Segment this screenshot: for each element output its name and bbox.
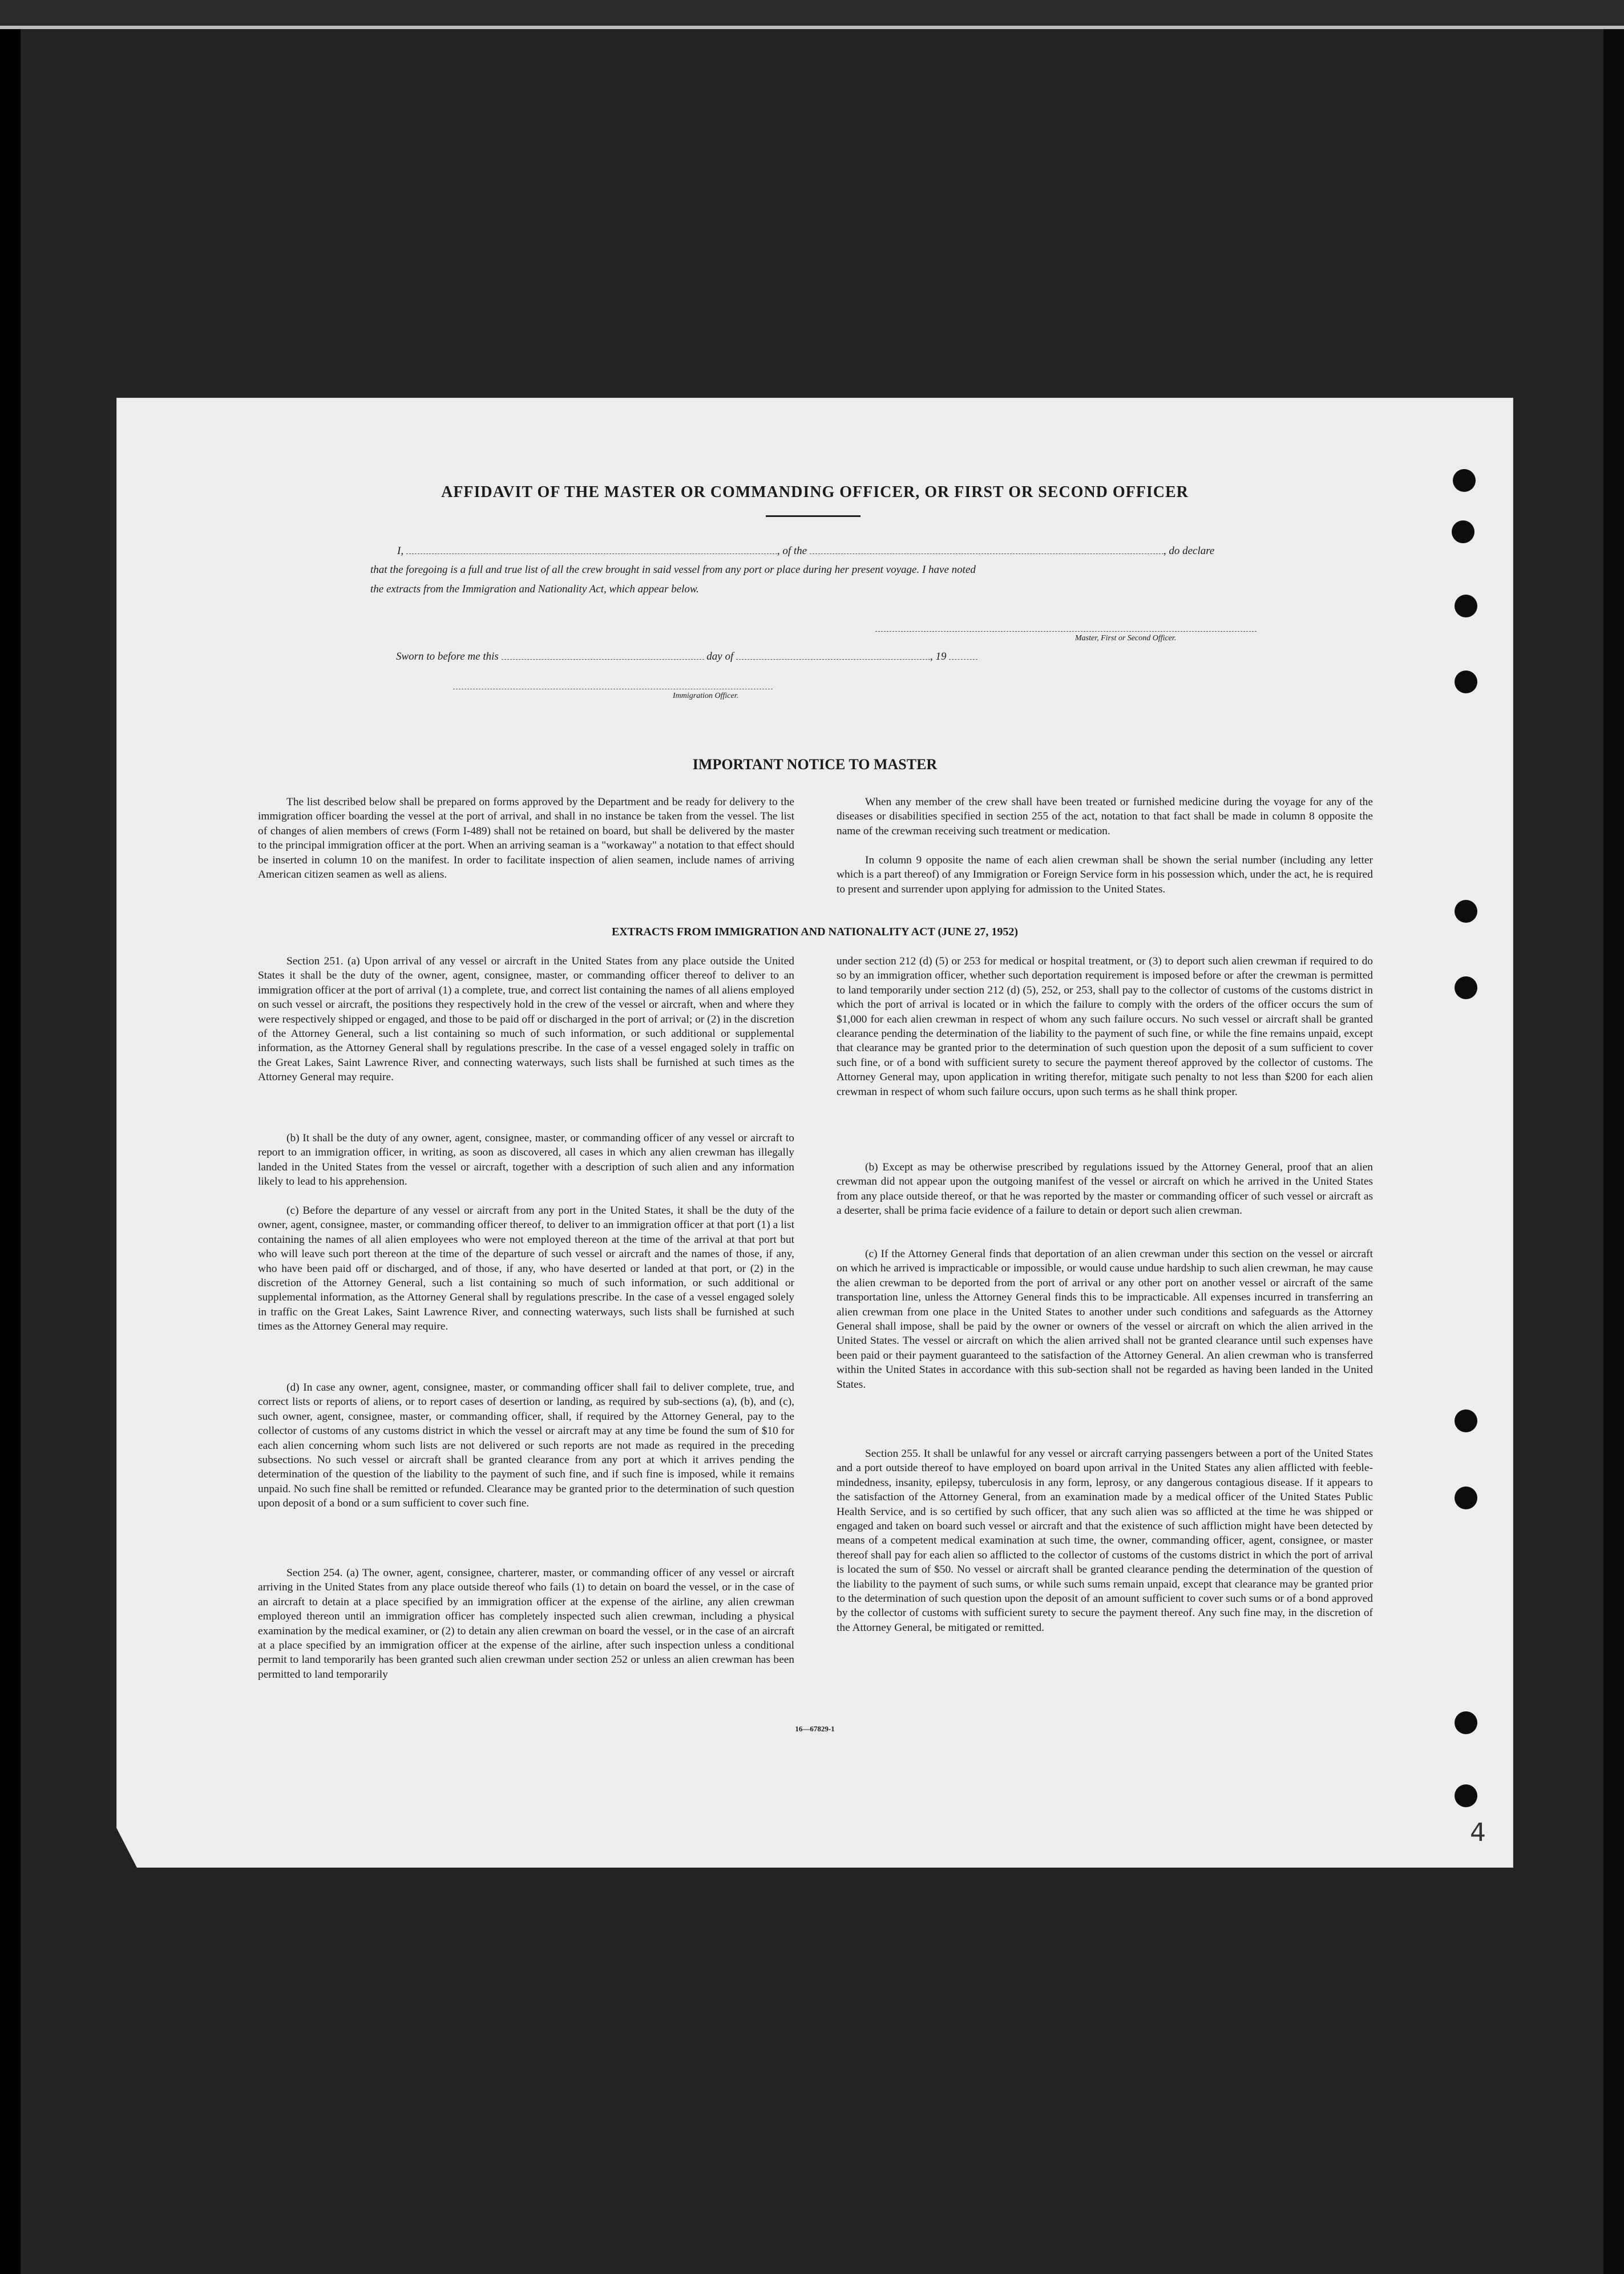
affidavit-line-1 [397,544,1214,558]
binder-hole-icon [1455,595,1477,617]
day-of-label: day of [706,651,734,663]
film-top-band [0,0,1624,26]
section-251-b: (b) It shall be the duty of any owner, agent, consignee, master, or commanding officer of any vessel or aircraft to report to an immigration officer, in writing, as soon as discovered, all cases in which any alien crewman has illegally landed in the United States from the vessel or aircraft, together with a description of such alien and any information likely to lead to his apprehension. [258,1132,794,1188]
year-prefix-label: , 19 [930,651,947,663]
binder-hole-icon [1455,976,1477,999]
binder-hole-icon [1455,900,1477,923]
affidavit-line-3: the extracts from the Immigration and Nationality Act, which appear below. [370,583,699,595]
affidavit-of-the-label: , of the [777,545,807,557]
master-signature-caption: Master, First or Second Officer. [1075,634,1177,643]
handwritten-mark: 4 [1470,1818,1486,1847]
vessel-name-field[interactable] [810,544,1164,554]
notice-right-paragraph-2: In column 9 opposite the name of each alien crewman shall be shown the serial number (including any letter which is a part thereof) of any Immigration or Foreign Service form in his possession which, under the act, he is required to present and surrender upon applying for admission to the United States. [837,854,1373,895]
binder-hole-icon [1452,520,1474,543]
sworn-month-field[interactable] [736,650,930,660]
section-254-b: (b) Except as may be otherwise prescribed by regulations issued by the Attorney General, proof that an alien crewman did not appear upon the outgoing manifest of the vessel or aircraft on which he arrived in the United States from any place outside thereof, or that he was reported by the master or commanding officer of such vessel or aircraft as a deserter, shall be prima facie evidence of a failure to detain or deport such alien crewman. [837,1161,1373,1217]
master-signature-line[interactable] [875,631,1257,632]
notice-left-paragraph: The list described below shall be prepared on forms approved by the Department and be ready for delivery to the immigration officer boarding the vessel at the port of arrival, and shall in no instance be taken from the vessel. The list of changes of alien members of crews (Form I-489) shall not be retained on board, but shall be delivered by the master to the principal immigration officer at the port. When an arriving seaman is a "workaway" a notation to that effect should be inserted in column 10 on the manifest. In order to facilitate inspection of alien seamen, include names of arriving American citizen seamen as well as aliens. [258,796,794,881]
torn-corner [116,1828,137,1868]
binder-hole-icon [1455,1409,1477,1432]
extracts-title: EXTRACTS FROM IMMIGRATION AND NATIONALITY ACT (JUNE 27, 1952) [611,926,1019,938]
section-251-a: Section 251. (a) Upon arrival of any vessel or aircraft in the United States from any place outside the United States it shall be the duty of the owner, agent, consignee, master, or commanding officer thereof to deliver to an immigration officer at the port of arrival (1) a complete, true, and correct list containing the names of all aliens employed on such vessel or aircraft, the positions they respectively hold in the crew of the vessel or aircraft, when and where they were respectively shipped or engaged, and those to be paid off or discharged in the port of arrival; or (2) in the discretion of the Attorney General, such a list containing so much of such information, or such additional or supplemental information, as the Attorney General shall by regulations prescribe. In the case of a vessel engaged solely in traffic on the Great Lakes, Saint Lawrence River, and connecting waterways, such lists shall be furnished at such times as the Attorney General may require. [258,955,794,1084]
binder-hole-icon [1455,671,1477,693]
notice-title: IMPORTANT NOTICE TO MASTER [692,756,938,773]
section-251-c: (c) Before the departure of any vessel or aircraft from any port in the United States, it shall be the duty of the owner, agent, consignee, master, or commanding officer thereof, to deliver to an immigration officer at that port (1) a list containing the names of all alien employees who were not employed thereon at the time of the arrival at that port but who will leave such port thereon at the time of the departure of such vessel or aircraft and the names of those, if any, who have been paid off or discharged, and of those, if any, who have deserted or landed at that port, or (2) in the discretion of the Attorney General, such a list containing so much of such information, or such additional or supplemental information, as the Attorney General shall by regulations prescribe. In the case of a vessel engaged solely in traffic on the Great Lakes, Saint Lawrence River, and connecting waterways, such lists shall be furnished at such times as the Attorney General may require. [258,1205,794,1333]
section-254-a-continued: under section 212 (d) (5) or 253 for medical or hospital treatment, or (3) to deport such alien crewman if required to do so by an immigration officer, whether such deportation requirement is imposed before or after the crewman is permitted to land temporarily under section 212 (d) (5), 252, or 253, shall pay to the collector of customs of the customs district in which the port of arrival is located or in which the failure to comply with the orders of the officer occurs the sum of $1,000 for each alien crewman in respect of whom any such failure occurs. No such vessel or aircraft shall be granted clearance pending the determination of the liability to the payment of such fine, or while the fine remains unpaid, except that clearance may be granted prior to the determination of such question upon the deposit of a sum sufficient to cover such fine, or of a bond with sufficient surety to secure the payment thereof approved by the collector of customs. The Attorney General may, upon application in writing therefor, mitigate such penalty to not less than $200 for each alien crewman in respect of whom such failure occurs, upon such terms as he shall think proper. [837,955,1373,1098]
film-right-stripe [1603,29,1624,2274]
binder-hole-icon [1455,1784,1477,1807]
document-page [116,398,1513,1868]
form-code: 16—67829-1 [795,1724,835,1733]
affidavit-line-2: that the foregoing is a full and true list of all the crew brought in said vessel from any port or place during her present voyage. I have noted [370,564,976,576]
film-left-stripe [0,29,21,2274]
section-251-d: (d) In case any owner, agent, consignee, master, or commanding officer shall fail to deliver complete, true, and correct lists or reports of aliens, or to report cases of desertion or landing, as required by sub-sections (a), (b), and (c), such owner, agent, consignee, master, or commanding officer, shall, if required by the Attorney General, pay to the collector of customs of any customs district in which the vessel or aircraft may at any time be found the sum of $10 for each alien concerning whom such lists are not delivered or such reports are not made as required in the preceding subsections. No such vessel or aircraft shall be granted clearance from any port at which it arrives pending the determination of the question of the liability to the payment of such fine, and if such fine is imposed, while it remains unpaid. No such fine shall be remitted or refunded. Clearance may be granted prior to the determination of such question upon deposit of a bond or a sum sufficient to cover such fine. [258,1382,794,1510]
affidavit-title: AFFIDAVIT OF THE MASTER OR COMMANDING OFFICER, OR FIRST OR SECOND OFFICER [441,483,1189,501]
sworn-label: Sworn to before me this [396,651,499,663]
sworn-day-field[interactable] [502,650,704,660]
sworn-line [396,650,977,663]
sworn-year-field[interactable] [949,650,977,660]
immigration-officer-caption: Immigration Officer. [673,692,739,700]
notice-right-paragraph-1: When any member of the crew shall have been treated or furnished medicine during the voyage for any of the diseases or disabilities specified in section 255 of the act, notation to that fact shall be made in column 8 opposite the name of the crewman receiving such treatment or medication. [837,796,1373,837]
section-255: Section 255. It shall be unlawful for any vessel or aircraft carrying passengers between a port of the United States and a port outside thereof to have employed on board upon arrival in the United States any alien afflicted with feeble-mindedness, insanity, epilepsy, tuberculosis in any form, leprosy, or any dangerous contagious disease. If it appears to the satisfaction of the Attorney General, from an examination made by a medical officer of the United States Public Health Service, and is so certified by such officer, that any such alien was so afflicted at the time he was shipped or engaged and taken on board such vessel or aircraft and that the existence of such affliction might have been detected by means of a competent medical examination at such time, the owner, commanding officer, agent, consignee, or master thereof shall pay for each alien so afflicted to the collector of customs of the customs district in which the port of arrival is located the sum of $50. No vessel or aircraft shall be granted clearance pending the determination of the question of the liability to the payment of such sums, or while such sums remain unpaid, except that clearance may be granted prior to the determination of such question upon the deposit of an amount sufficient to cover such sums or of a bond approved by the collector of customs with sufficient surety to secure the payment thereof. Any such fine may, in the discretion of the Attorney General, be mitigated or remitted. [837,1448,1373,1634]
section-254-c: (c) If the Attorney General finds that deportation of an alien crewman under this section on the vessel or aircraft on which he arrived is impracticable or impossible, or would cause undue hardship to such alien crewman, he may cause the alien crewman to be deported from the port of arrival or any other port on another vessel or aircraft of the same transportation line, unless the Attorney General finds this to be impracticable. All expenses incurred in transferring an alien crewman from one place in the United States to another under such conditions and safeguards as the Attorney General shall impose, shall be paid by the owner or owners of the vessel or aircraft on which the alien arrived in the United States. The vessel or aircraft on which the alien arrived shall not be granted clearance until such expenses have been paid or their payment guaranteed to the satisfaction of the Attorney General. An alien crewman who is transferred within the United States in accordance with this sub-section shall not be regarded as having been landed in the United States. [837,1248,1373,1391]
affidavit-declare-label: , do declare [1163,545,1215,557]
affidavit-i-label: I, [397,545,404,557]
binder-hole-icon [1455,1487,1477,1509]
section-254-a: Section 254. (a) The owner, agent, consignee, charterer, master, or commanding officer of any vessel or aircraft arriving in the United States from any place outside thereof who fails (1) to detain on board the vessel, or in the case of an aircraft to detain at a place specified by an immigration officer at the expense of the airline, any alien crewman employed thereon until an immigration officer has completely inspected such alien crewman, including a physical examination by the medical examiner, or (2) to detain any alien crewman on board the vessel, or in the case of an aircraft at a place specified by an immigration officer at the expense of the airline, after such inspection unless a conditional permit to land temporarily has been granted such alien crewman under section 252 or unless an alien crewman has been permitted to land temporarily [258,1567,794,1681]
title-underline [766,515,861,517]
officer-name-field[interactable] [406,544,777,554]
